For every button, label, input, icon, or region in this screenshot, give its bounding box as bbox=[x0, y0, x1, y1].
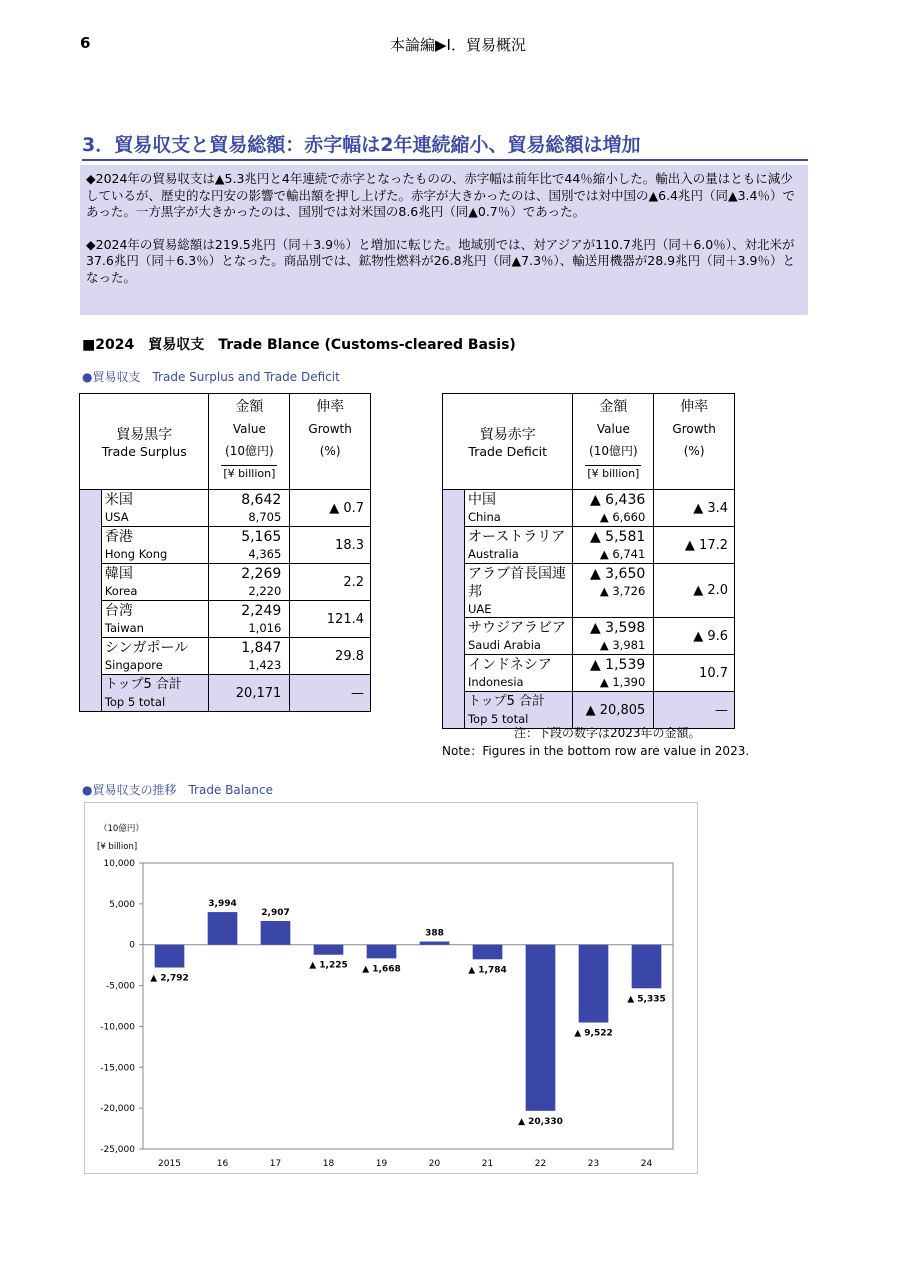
value-cell bbox=[573, 655, 654, 692]
value-2024: ▲ 5,581 bbox=[589, 529, 646, 545]
x-tick-label: 17 bbox=[269, 1159, 282, 1169]
table-row bbox=[80, 527, 371, 564]
value-cell bbox=[573, 564, 654, 618]
surplus-title-cell bbox=[80, 394, 209, 490]
y-tick-label: 5,000 bbox=[109, 899, 135, 910]
total-growth: — bbox=[654, 692, 735, 729]
growth-cell: 18.3 bbox=[290, 527, 371, 564]
surplus-value-header bbox=[209, 394, 290, 490]
country-cell bbox=[101, 638, 209, 675]
value-cell bbox=[573, 527, 654, 564]
side-band bbox=[80, 490, 102, 712]
country-cell bbox=[101, 527, 209, 564]
data-label: 388 bbox=[425, 928, 444, 939]
value-header-unit: (10億円) bbox=[225, 444, 274, 458]
value-2024: ▲ 1,539 bbox=[589, 657, 646, 673]
bar bbox=[261, 921, 291, 945]
bar bbox=[632, 945, 662, 989]
value-header-en: Value bbox=[232, 422, 266, 436]
value-cell bbox=[209, 601, 290, 638]
country-name-jp: 香港 bbox=[104, 529, 133, 545]
running-header: 本論編▶Ⅰ．貿易概況 bbox=[390, 36, 526, 54]
x-tick-label: 22 bbox=[534, 1159, 547, 1169]
deficit-value-header bbox=[573, 394, 654, 490]
country-cell bbox=[464, 490, 572, 527]
summary-box bbox=[80, 165, 808, 315]
data-label: ▲ 1,668 bbox=[362, 964, 401, 975]
x-tick-label: 21 bbox=[481, 1159, 494, 1169]
value-cell bbox=[573, 490, 654, 527]
value-2023: ▲ 6,660 bbox=[599, 510, 646, 524]
x-tick-label: 19 bbox=[375, 1159, 388, 1169]
value-cell bbox=[209, 564, 290, 601]
country-name-jp: インドネシア bbox=[467, 657, 552, 673]
table-row bbox=[443, 564, 735, 618]
deficit-growth-header bbox=[654, 394, 735, 490]
country-name-jp: アラブ首長国連邦 bbox=[467, 566, 566, 600]
value-2023: 4,365 bbox=[248, 547, 282, 561]
bar bbox=[314, 945, 344, 955]
note-en: Note：Figures in the bottom row are value in 2023. bbox=[442, 744, 750, 758]
country-cell bbox=[464, 527, 572, 564]
table-row bbox=[80, 490, 371, 527]
table-row bbox=[80, 638, 371, 675]
table-row bbox=[80, 601, 371, 638]
total-label-en: Top 5 total bbox=[104, 695, 166, 709]
total-label-jp: トップ5 合計 bbox=[104, 677, 182, 692]
country-name-jp: サウジアラビア bbox=[467, 620, 566, 636]
trade-balance-chart bbox=[84, 802, 698, 1174]
x-tick-label: 20 bbox=[428, 1159, 441, 1169]
growth-header-unit: (%) bbox=[319, 444, 341, 458]
data-label: ▲ 9,522 bbox=[574, 1028, 613, 1039]
country-name-jp: オーストラリア bbox=[467, 529, 566, 545]
country-name-en: Australia bbox=[467, 547, 519, 561]
country-name-jp: 中国 bbox=[467, 492, 496, 508]
value-cell bbox=[209, 490, 290, 527]
country-cell bbox=[101, 601, 209, 638]
value-header-unit: (10億円) bbox=[589, 444, 638, 458]
chart-heading: ●貿易収支の推移 Trade Balance bbox=[82, 783, 273, 797]
data-label: ▲ 1,784 bbox=[468, 965, 507, 976]
summary-paragraph-2: ◆2024年の貿易総額は219.5兆円（同＋3.9％）と増加に転じた。地域別では、対アジアが110.7兆円（同＋6.0％）、対北米が37.6兆円（同＋6.3％）となった。商品別では、鉱物性燃料が26.8兆円（同▲7.3％）、輸送用機器が28.9兆円（同＋3.9％）となった。 bbox=[86, 236, 795, 285]
note-jp: 注：下段の数字は2023年の金額。 bbox=[514, 726, 701, 740]
page-number: 6 bbox=[80, 34, 91, 52]
deficit-title-en: Trade Deficit bbox=[468, 444, 548, 459]
surplus-title-en: Trade Surplus bbox=[101, 444, 187, 459]
data-label: ▲ 1,225 bbox=[309, 960, 348, 971]
table-heading: ■2024 貿易収支 Trade Blance (Customs-cleared Basis) bbox=[82, 337, 516, 353]
surplus-table bbox=[79, 393, 371, 712]
growth-cell: 29.8 bbox=[290, 638, 371, 675]
bar bbox=[526, 945, 556, 1111]
table-row bbox=[443, 490, 735, 527]
bar bbox=[579, 945, 609, 1023]
table-subheading: ●貿易収支 Trade Surplus and Trade Deficit bbox=[82, 370, 340, 384]
country-name-en: Taiwan bbox=[104, 621, 144, 635]
country-cell bbox=[464, 564, 572, 618]
total-value: 20,171 bbox=[209, 675, 290, 712]
value-2023: ▲ 3,981 bbox=[599, 638, 646, 652]
value-header-unit2: [¥ billion] bbox=[587, 467, 640, 480]
value-2024: ▲ 3,650 bbox=[589, 566, 646, 582]
value-2024: 2,269 bbox=[241, 566, 282, 582]
y-unit-label-jp: （10億円） bbox=[99, 824, 144, 834]
data-label: ▲ 2,792 bbox=[150, 973, 189, 984]
x-tick-label: 16 bbox=[216, 1159, 229, 1169]
country-name-jp: 米国 bbox=[104, 492, 133, 508]
value-2023: ▲ 3,726 bbox=[599, 584, 646, 598]
total-label-cell bbox=[464, 692, 572, 729]
side-band bbox=[443, 490, 465, 729]
table-row bbox=[443, 618, 735, 655]
growth-header-jp: 伸率 bbox=[680, 399, 709, 415]
country-name-en: Saudi Arabia bbox=[467, 638, 541, 652]
value-2024: 2,249 bbox=[241, 603, 282, 619]
growth-header-unit: (%) bbox=[683, 444, 705, 458]
total-row bbox=[443, 692, 735, 729]
country-name-en: China bbox=[467, 510, 501, 524]
value-cell bbox=[209, 527, 290, 564]
bar bbox=[155, 945, 185, 968]
value-2024: 5,165 bbox=[241, 529, 282, 545]
total-value: ▲ 20,805 bbox=[573, 692, 654, 729]
total-label-en: Top 5 total bbox=[467, 712, 529, 726]
value-2023: ▲ 1,390 bbox=[599, 675, 646, 689]
data-label: 2,907 bbox=[261, 907, 290, 918]
x-tick-label: 18 bbox=[322, 1159, 335, 1169]
y-tick-label: -10,000 bbox=[100, 1022, 135, 1033]
total-label-cell bbox=[101, 675, 209, 712]
growth-cell: 10.7 bbox=[654, 655, 735, 692]
y-unit-label-en: [¥ billion] bbox=[97, 842, 138, 852]
country-cell bbox=[101, 490, 209, 527]
bar bbox=[473, 945, 503, 960]
country-name-en: UAE bbox=[467, 602, 492, 616]
growth-header-en: Growth bbox=[308, 422, 352, 436]
country-name-jp: 台湾 bbox=[104, 603, 133, 619]
value-2024: 1,847 bbox=[241, 640, 282, 656]
growth-header-jp: 伸率 bbox=[316, 399, 345, 415]
value-header-unit2: [¥ billion] bbox=[223, 467, 276, 480]
bar bbox=[367, 945, 397, 959]
table-row bbox=[443, 527, 735, 564]
country-name-en: Hong Kong bbox=[104, 547, 168, 561]
growth-cell: 121.4 bbox=[290, 601, 371, 638]
country-cell bbox=[464, 618, 572, 655]
value-header-jp: 金額 bbox=[599, 399, 628, 415]
growth-cell: ▲ 2.0 bbox=[654, 564, 735, 618]
country-name-jp: 韓国 bbox=[104, 566, 133, 582]
y-tick-label: -25,000 bbox=[100, 1145, 135, 1155]
table-row bbox=[443, 655, 735, 692]
table-row bbox=[80, 564, 371, 601]
section-title: 3．貿易収支と貿易総額：赤字幅は2年連続縮小、貿易総額は増加 bbox=[82, 130, 808, 161]
bar bbox=[208, 912, 238, 945]
total-row bbox=[80, 675, 371, 712]
country-name-en: Indonesia bbox=[467, 675, 524, 689]
value-2023: ▲ 6,741 bbox=[599, 547, 646, 561]
country-cell bbox=[464, 655, 572, 692]
growth-cell: ▲ 3.4 bbox=[654, 490, 735, 527]
country-name-jp: シンガポール bbox=[104, 640, 189, 656]
chart-svg bbox=[85, 803, 699, 1175]
value-2024: ▲ 6,436 bbox=[589, 492, 646, 508]
data-label: ▲ 20,330 bbox=[518, 1116, 563, 1127]
surplus-title-jp: 貿易黒字 bbox=[116, 427, 173, 443]
value-2023: 8,705 bbox=[248, 510, 282, 524]
total-label-jp: トップ5 合計 bbox=[467, 694, 545, 709]
growth-cell: ▲ 17.2 bbox=[654, 527, 735, 564]
value-2023: 2,220 bbox=[248, 584, 282, 598]
growth-cell: 2.2 bbox=[290, 564, 371, 601]
deficit-table bbox=[442, 393, 735, 729]
country-name-en: Korea bbox=[104, 584, 138, 598]
country-name-en: Singapore bbox=[104, 658, 163, 672]
value-2024: ▲ 3,598 bbox=[589, 620, 646, 636]
value-2023: 1,016 bbox=[248, 621, 282, 635]
growth-header-en: Growth bbox=[672, 422, 716, 436]
y-tick-label: -5,000 bbox=[105, 981, 135, 992]
total-growth: — bbox=[290, 675, 371, 712]
data-label: ▲ 5,335 bbox=[627, 994, 666, 1005]
data-label: 3,994 bbox=[208, 899, 237, 910]
value-header-en: Value bbox=[596, 422, 630, 436]
x-tick-label: 24 bbox=[640, 1159, 653, 1169]
x-tick-label: 2015 bbox=[158, 1159, 181, 1169]
deficit-title-cell bbox=[443, 394, 573, 490]
value-cell bbox=[209, 638, 290, 675]
country-name-en: USA bbox=[104, 510, 129, 524]
y-tick-label: -15,000 bbox=[100, 1063, 135, 1074]
growth-cell: ▲ 0.7 bbox=[290, 490, 371, 527]
bar bbox=[420, 942, 450, 945]
value-header-jp: 金額 bbox=[235, 399, 264, 415]
summary-paragraph-1: ◆2024年の貿易収支は▲5.3兆円と4年連続で赤字となったものの、赤字幅は前年比で44％縮小した。輸出入の量はともに減少しているが、歴史的な円安の影響で輸出額を押し上げた。赤字が大きかったのは、国別では対中国の▲6.4兆円（同▲3.4％）であった。一方黒字が大きかったのは、国別では対米国の8.6兆円（同▲0.7％）であった。 bbox=[86, 171, 795, 219]
deficit-title-jp: 貿易赤字 bbox=[479, 427, 536, 443]
country-cell bbox=[101, 564, 209, 601]
value-2023: 1,423 bbox=[248, 658, 282, 672]
y-tick-label: -20,000 bbox=[100, 1104, 135, 1115]
y-tick-label: 0 bbox=[129, 940, 135, 951]
y-tick-label: 10,000 bbox=[103, 859, 135, 869]
value-2024: 8,642 bbox=[241, 492, 282, 508]
surplus-growth-header bbox=[290, 394, 371, 490]
growth-cell: ▲ 9.6 bbox=[654, 618, 735, 655]
x-tick-label: 23 bbox=[587, 1159, 600, 1169]
value-cell bbox=[573, 618, 654, 655]
